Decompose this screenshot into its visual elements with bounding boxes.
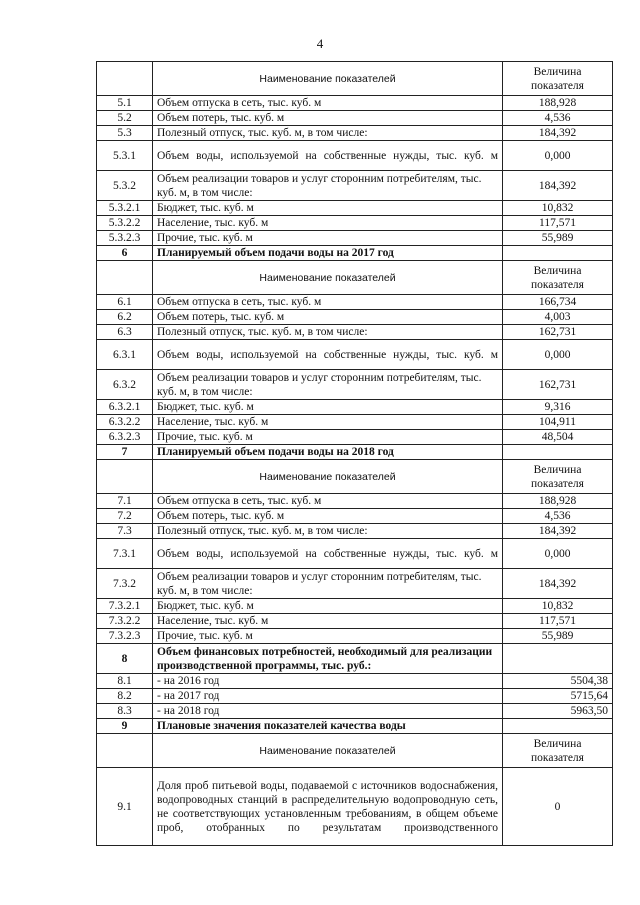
row-value: 48,504 — [503, 430, 613, 445]
header-name-cell: Наименование показателей — [153, 261, 503, 295]
row-name: Полезный отпуск, тыс. куб. м, в том числе: — [153, 524, 503, 539]
table-row — [97, 231, 613, 246]
row-value: 0 — [503, 768, 613, 846]
header-num-cell — [97, 62, 153, 96]
row-number: 6.3.2.2 — [97, 415, 153, 430]
row-number: 5.3 — [97, 126, 153, 141]
table-row — [97, 171, 613, 201]
table-row — [97, 111, 613, 126]
row-number: 8.3 — [97, 704, 153, 719]
row-number: 7.3.2 — [97, 569, 153, 599]
row-name: Полезный отпуск, тыс. куб. м, в том числе: — [153, 325, 503, 340]
row-number: 7.3.2.1 — [97, 599, 153, 614]
row-number: 7.3 — [97, 524, 153, 539]
row-value: 4,536 — [503, 111, 613, 126]
row-number: 6.3.1 — [97, 340, 153, 370]
table-row — [97, 400, 613, 415]
row-value: 184,392 — [503, 171, 613, 201]
row-name: - на 2018 год — [153, 704, 503, 719]
row-name: Население, тыс. куб. м — [153, 415, 503, 430]
row-name: Объем потерь, тыс. куб. м — [153, 509, 503, 524]
row-value: 5715,64 — [503, 689, 613, 704]
row-value: 184,392 — [503, 524, 613, 539]
row-number: 8.2 — [97, 689, 153, 704]
row-number: 5.3.1 — [97, 141, 153, 171]
row-name: Население, тыс. куб. м — [153, 216, 503, 231]
section-number: 6 — [97, 246, 153, 261]
row-name: Объем воды, используемой на собственные нужды, тыс. куб. м — [153, 340, 503, 370]
table-header-row — [97, 261, 613, 295]
table-row — [97, 141, 613, 171]
header-value-cell: Величина показателя — [503, 62, 613, 96]
row-number: 5.3.2.3 — [97, 231, 153, 246]
table-header-row — [97, 460, 613, 494]
header-num-cell — [97, 261, 153, 295]
row-value: 184,392 — [503, 126, 613, 141]
table-row — [97, 340, 613, 370]
table-row — [97, 509, 613, 524]
section-row — [97, 719, 613, 734]
header-name-cell: Наименование показателей — [153, 62, 503, 96]
row-name: - на 2017 год — [153, 689, 503, 704]
row-value: 55,989 — [503, 629, 613, 644]
row-number: 7.3.2.2 — [97, 614, 153, 629]
table-row — [97, 768, 613, 846]
row-number: 7.1 — [97, 494, 153, 509]
section-number: 9 — [97, 719, 153, 734]
table-row — [97, 539, 613, 569]
row-name: Объем потерь, тыс. куб. м — [153, 310, 503, 325]
row-number: 6.1 — [97, 295, 153, 310]
row-value: 5963,50 — [503, 704, 613, 719]
section-value-cell — [503, 246, 613, 261]
indicators-table — [96, 61, 613, 846]
section-number: 7 — [97, 445, 153, 460]
row-number: 6.3.2.3 — [97, 430, 153, 445]
section-row — [97, 246, 613, 261]
table-header-row — [97, 62, 613, 96]
row-name: Объем потерь, тыс. куб. м — [153, 111, 503, 126]
row-value: 104,911 — [503, 415, 613, 430]
table-row — [97, 126, 613, 141]
row-number: 7.2 — [97, 509, 153, 524]
row-value: 55,989 — [503, 231, 613, 246]
table-row — [97, 674, 613, 689]
header-value-cell: Величина показателя — [503, 261, 613, 295]
row-name: Прочие, тыс. куб. м — [153, 430, 503, 445]
row-name: Объем отпуска в сеть, тыс. куб. м — [153, 494, 503, 509]
table-row — [97, 614, 613, 629]
table-row — [97, 415, 613, 430]
row-number: 9.1 — [97, 768, 153, 846]
section-row — [97, 644, 613, 674]
section-title: Планируемый объем подачи воды на 2017 год — [153, 246, 503, 261]
page-number: 4 — [316, 36, 324, 51]
row-name: Бюджет, тыс. куб. м — [153, 400, 503, 415]
row-value: 4,003 — [503, 310, 613, 325]
table-row — [97, 295, 613, 310]
row-value: 10,832 — [503, 201, 613, 216]
row-name: Прочие, тыс. куб. м — [153, 629, 503, 644]
row-value: 162,731 — [503, 325, 613, 340]
table-row — [97, 704, 613, 719]
row-number: 5.2 — [97, 111, 153, 126]
section-title: Планируемый объем подачи воды на 2018 год — [153, 445, 503, 460]
row-value: 0,000 — [503, 539, 613, 569]
row-number: 5.3.2.2 — [97, 216, 153, 231]
table-row — [97, 310, 613, 325]
table-row — [97, 325, 613, 340]
row-number: 5.1 — [97, 96, 153, 111]
row-value: 0,000 — [503, 141, 613, 171]
table-row — [97, 524, 613, 539]
row-name: - на 2016 год — [153, 674, 503, 689]
header-value-cell: Величина показателя — [503, 460, 613, 494]
row-number: 6.3.2 — [97, 370, 153, 400]
table-row — [97, 629, 613, 644]
table-row — [97, 689, 613, 704]
row-value: 0,000 — [503, 340, 613, 370]
row-number: 6.3 — [97, 325, 153, 340]
table-row — [97, 494, 613, 509]
row-number: 5.3.2 — [97, 171, 153, 201]
row-number: 6.2 — [97, 310, 153, 325]
section-number: 8 — [97, 644, 153, 674]
row-name: Объем отпуска в сеть, тыс. куб. м — [153, 295, 503, 310]
row-name: Объем реализации товаров и услуг сторонним потребителям, тыс. куб. м, в том числе: — [153, 171, 503, 201]
row-number: 6.3.2.1 — [97, 400, 153, 415]
row-value: 188,928 — [503, 494, 613, 509]
section-value-cell — [503, 644, 613, 674]
table-row — [97, 216, 613, 231]
header-name-cell: Наименование показателей — [153, 460, 503, 494]
row-value: 4,536 — [503, 509, 613, 524]
row-value: 117,571 — [503, 614, 613, 629]
header-num-cell — [97, 734, 153, 768]
row-name: Бюджет, тыс. куб. м — [153, 201, 503, 216]
row-name: Объем реализации товаров и услуг сторонним потребителям, тыс. куб. м, в том числе: — [153, 370, 503, 400]
row-value: 188,928 — [503, 96, 613, 111]
table-header-row — [97, 734, 613, 768]
section-title: Плановые значения показателей качества воды — [153, 719, 503, 734]
row-name: Объем отпуска в сеть, тыс. куб. м — [153, 96, 503, 111]
row-name: Объем реализации товаров и услуг сторонним потребителям, тыс. куб. м, в том числе: — [153, 569, 503, 599]
table-row — [97, 599, 613, 614]
row-value: 162,731 — [503, 370, 613, 400]
table-row — [97, 201, 613, 216]
row-name: Объем воды, используемой на собственные нужды, тыс. куб. м — [153, 539, 503, 569]
table-row — [97, 430, 613, 445]
row-name: Полезный отпуск, тыс. куб. м, в том числе: — [153, 126, 503, 141]
table-row — [97, 370, 613, 400]
row-name: Прочие, тыс. куб. м — [153, 231, 503, 246]
row-value: 9,316 — [503, 400, 613, 415]
section-row — [97, 445, 613, 460]
section-value-cell — [503, 719, 613, 734]
row-value: 166,734 — [503, 295, 613, 310]
row-name: Бюджет, тыс. куб. м — [153, 599, 503, 614]
header-name-cell: Наименование показателей — [153, 734, 503, 768]
row-value: 10,832 — [503, 599, 613, 614]
section-title: Объем финансовых потребностей, необходимый для реализации производственной программы, тыс. руб.: — [153, 644, 503, 674]
header-value-cell: Величина показателя — [503, 734, 613, 768]
row-number: 7.3.2.3 — [97, 629, 153, 644]
row-number: 8.1 — [97, 674, 153, 689]
table-row — [97, 96, 613, 111]
row-number: 7.3.1 — [97, 539, 153, 569]
row-name: Объем воды, используемой на собственные нужды, тыс. куб. м — [153, 141, 503, 171]
header-num-cell — [97, 460, 153, 494]
row-name: Доля проб питьевой воды, подаваемой с источников водоснабжения, водопроводных станций в распределительную водопроводную сеть, не соответствующих установленным требованиям, в общем объеме проб, отобранных по результатам производственного — [153, 768, 503, 846]
row-value: 184,392 — [503, 569, 613, 599]
row-name: Население, тыс. куб. м — [153, 614, 503, 629]
row-number: 5.3.2.1 — [97, 201, 153, 216]
row-value: 117,571 — [503, 216, 613, 231]
table-row — [97, 569, 613, 599]
section-value-cell — [503, 445, 613, 460]
row-value: 5504,38 — [503, 674, 613, 689]
